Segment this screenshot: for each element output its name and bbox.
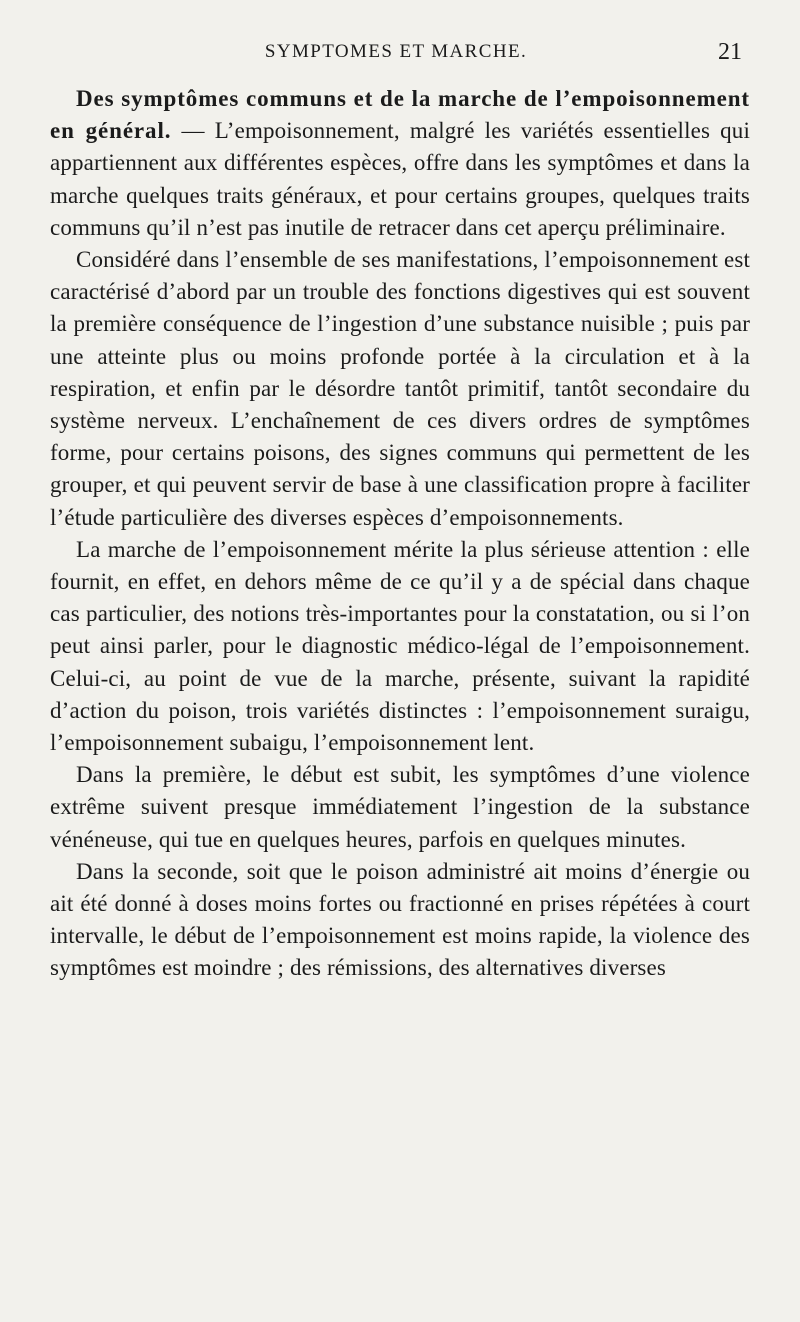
paragraph-1: [50, 83, 750, 244]
page-header: [50, 36, 742, 76]
section-title: Des symptômes communs et de la marche de l’empoisonnement en général.: [50, 86, 750, 144]
paragraph-3: La marche de l’empoisonnement mérite la plus sérieuse attention : elle fournit, en effet, en dehors même de ce qu’il y a de spécial dans chaque cas particulier, des notions très-importantes pour la constatation, ou si l’on peut ainsi parler, pour le diagnostic médico-légal de l’empoisonnement. Celui-ci, au point de vue de la marche, présente, suivant la rapidité d’action du poison, trois variétés distinctes : l’empoisonnement suraigu, l’empoisonnement subaigu, l’empoisonnement lent.: [50, 536, 750, 756]
paragraph-4: Dans la première, le début est subit, les symptômes d’une violence extrême suivent presque immédiatement l’ingestion de la substance vénéneuse, qui tue en quelques heures, parfois en quelques minutes.: [50, 762, 750, 852]
body-text: [50, 83, 750, 985]
title-dash: —: [171, 118, 215, 144]
page-number: 21: [718, 39, 742, 65]
paragraph-1-text: L’empoisonnement, malgré les variétés essentielles qui appartiennent aux différentes espèces, offre dans les symptômes et dans la marche quelques traits généraux, et pour certains groupes, quelques traits communs qu’il n’est pas inutile de retracer dans cet aperçu préliminaire.: [50, 118, 750, 240]
paragraph-5: Dans la seconde, soit que le poison administré ait moins d’énergie ou ait été donné à doses moins fortes ou fractionné en prises répétées à court intervalle, le début de l’empoisonnement est moins rapide, la violence des symptômes est moindre ; des rémissions, des alternatives diverses: [50, 858, 750, 981]
paragraph-2: Considéré dans l’ensemble de ses manifestations, l’empoisonnement est caractérisé d’abord par un trouble des fonctions digestives qui est souvent la première conséquence de l’ingestion d’une substance nuisible ; puis par une atteinte plus ou moins profonde portée à la circulation et à la respiration, et enfin par le désordre tantôt primitif, tantôt secondaire du système nerveux. L’enchaînement de ces divers ordres de symptômes forme, pour certains poisons, des signes communs qui permettent de les grouper, et qui peuvent servir de base à une classification propre à faciliter l’étude particulière des diverses espèces d’empoisonnements.: [50, 247, 750, 530]
running-head: SYMPTOMES ET MARCHE.: [264, 41, 528, 62]
